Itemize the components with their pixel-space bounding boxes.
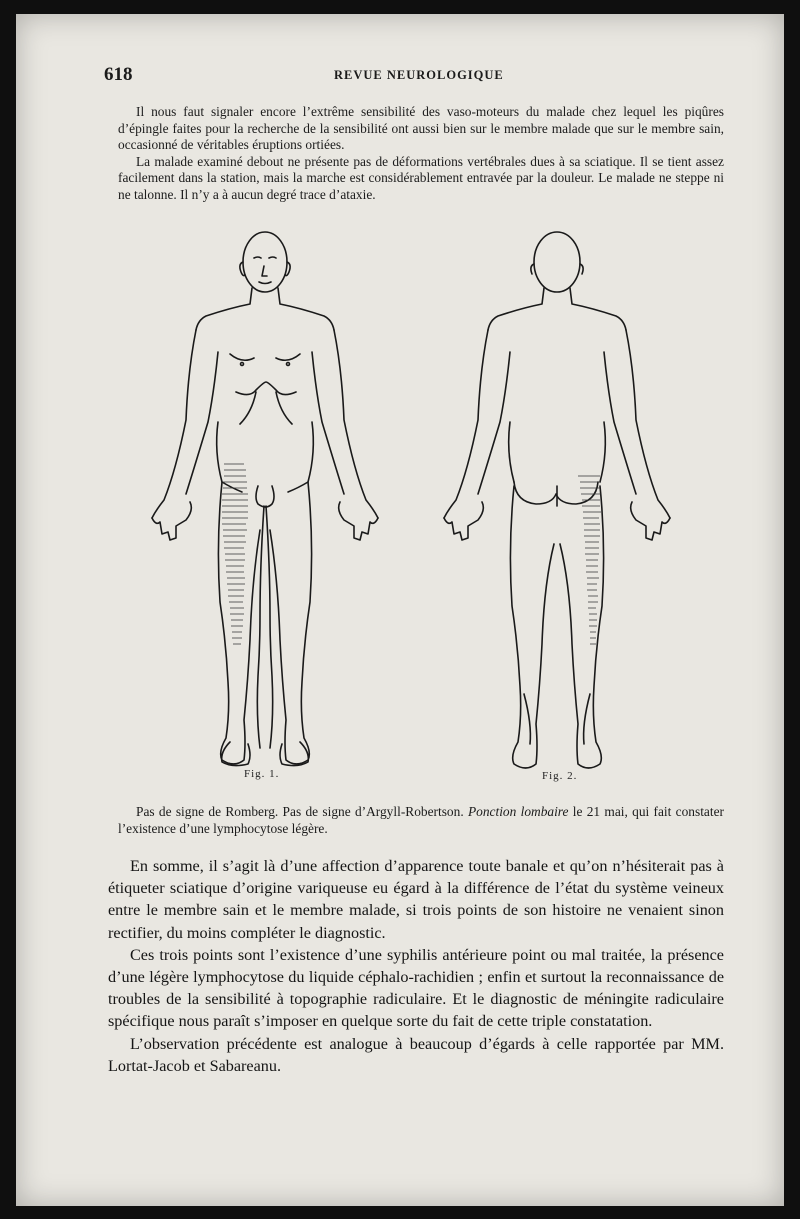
figure-2-label: Fig. 2. [542,770,578,782]
front-body-drawing [150,224,400,779]
body-paragraph-1: En somme, il s’agit là d’une affection d’apparence toute banale et qu’on n’hésiterait pas à étiqueter sciatique d’origine variqueuse eu égard à la différence de l’état du système veineux entre le membre sain et le membre malade, si trois points de son histoire ne venaient sinon rectifier, du moins compléter le diagnostic. [108,857,724,942]
body-paragraph-2: Ces trois points sont l’existence d’une syphilis antérieure point ou mal traitée, la présence d’une légère lymphocytose du liquide céphalo-rachidien ; enfin et surtout la reconnaissance de troubles de la sensibilité à topographie radiculaire. Et le diagnostic de méningite radiculaire spécifique nous paraît s’imposer en quelque sorte du fait de cette triple constatation. [108,945,724,1031]
romberg-paragraph [118,804,724,837]
romberg-text-start: Pas de signe de Romberg. Pas de signe d’Argyll-Robertson. [136,804,468,819]
romberg-text-end: le 21 mai, qui fait constater l’existence d’une lymphocytose légère. [118,804,724,836]
body-text [108,855,724,1077]
figure-2-back-view [432,224,682,779]
page-header [104,62,724,86]
figure-1-label: Fig. 1. [244,768,280,780]
running-title: REVUE NEUROLOGIQUE [334,68,504,82]
body-paragraph-3: L’observation précédente est analogue à beaucoup d’égards à celle rapportée par MM. Lortat-Jacob et Sabareanu. [108,1034,724,1075]
intro-text [118,104,724,203]
intro-paragraph-1: Il nous faut signaler encore l’extrême sensibilité des vaso-moteurs du malade chez lequel les piqûres d’épingle faites pour la recherche de la sensibilité ont aussi bien sur le membre malade que sur le membre sain, occasionné de véritables éruptions ortiées. [118,104,724,152]
figure-1-front-view [150,224,400,779]
intro-paragraph-2: La malade examiné debout ne présente pas de déformations vertébrales dues à sa sciatique. Il se tient assez facilement dans la station, mais la marche est considérablement entravée par la douleur. Le malade ne steppe ni ne talonne. Il n’y a à aucun degré trace d’ataxie. [118,153,724,202]
back-body-drawing [432,224,682,779]
page-number: 618 [104,64,133,85]
ponction-lombaire-italic: Ponction lombaire [467,804,569,819]
